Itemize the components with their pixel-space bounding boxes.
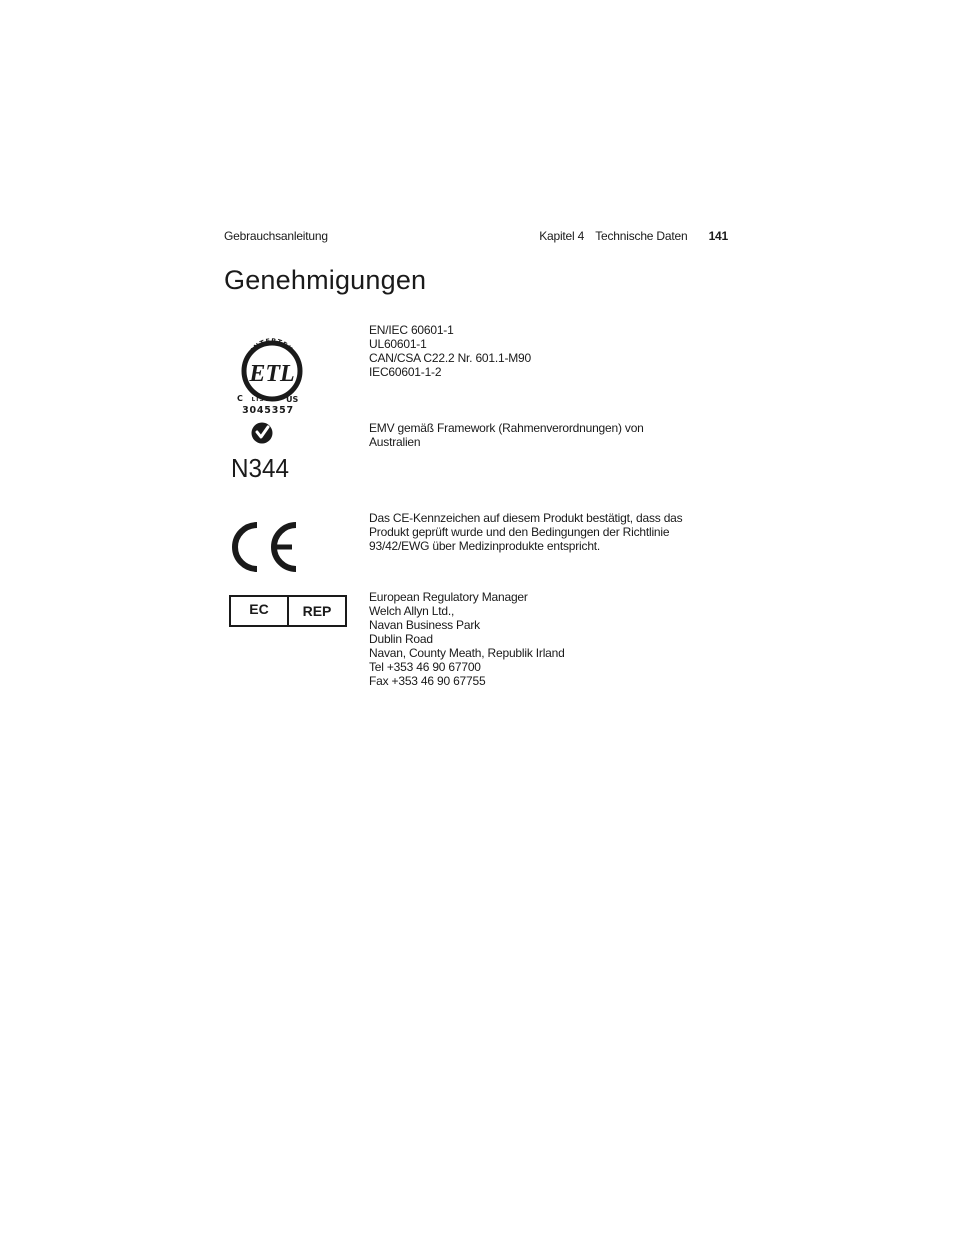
etl-bottom-text: LISTED: [251, 397, 281, 403]
approval-line: EN/IEC 60601-1: [369, 323, 454, 337]
ec-rep-right-label: REP: [302, 603, 332, 619]
c-tick-code: N344: [231, 453, 289, 481]
etl-center-text: ETL: [249, 361, 295, 387]
section-label: Technische Daten: [595, 229, 688, 243]
approval-line: Tel +353 46 90 67700: [369, 660, 481, 674]
approval-line: UL60601-1: [369, 337, 427, 351]
approval-line: Produkt geprüft wurde und den Bedingungen der Richtlinie: [369, 525, 670, 539]
approval-text-ce: [369, 511, 683, 553]
approval-line: Navan Business Park: [369, 618, 480, 632]
approval-line: 93/42/EWG über Medizinprodukte entspricht.: [369, 539, 601, 553]
page-title: Genehmigungen: [224, 265, 427, 295]
ce-mark-icon: [230, 519, 300, 575]
approval-text-ctick: [369, 421, 679, 449]
approval-line: Welch Allyn Ltd.,: [369, 604, 455, 618]
approval-line: CAN/CSA C22.2 Nr. 601.1-M90: [369, 351, 532, 365]
c-tick-icon: [228, 421, 298, 481]
approval-line: Australien: [369, 435, 421, 449]
page-header: [224, 229, 728, 247]
approval-line: Fax +353 46 90 67755: [369, 674, 486, 688]
header-chapter-info: [539, 229, 728, 243]
approval-line: Das CE-Kennzeichen auf diesem Produkt bestätigt, dass das: [369, 511, 683, 525]
ec-rep-left-label: EC: [231, 597, 289, 625]
etl-listed-icon: [232, 335, 312, 419]
approval-line: EMV gemäß Framework (Rahmenverordnungen) von: [369, 421, 644, 435]
chapter-label: Kapitel 4: [539, 229, 585, 243]
etl-left-text: C: [237, 394, 243, 403]
approval-text-etl: [369, 323, 679, 379]
approval-line: Dublin Road: [369, 632, 433, 646]
approval-line: European Regulatory Manager: [369, 590, 528, 604]
approval-line: Navan, County Meath, Republik Irland: [369, 646, 565, 660]
manual-title: Gebrauchsanleitung: [224, 229, 328, 243]
approval-line: IEC60601-1-2: [369, 365, 442, 379]
etl-right-text: US: [286, 395, 299, 404]
page-number: 141: [708, 229, 728, 243]
etl-number-text: 3045357: [242, 405, 294, 416]
ec-rep-icon: [229, 595, 347, 627]
approval-text-ec-rep: [369, 590, 679, 688]
etl-top-text: INTERTEK: [249, 336, 295, 354]
